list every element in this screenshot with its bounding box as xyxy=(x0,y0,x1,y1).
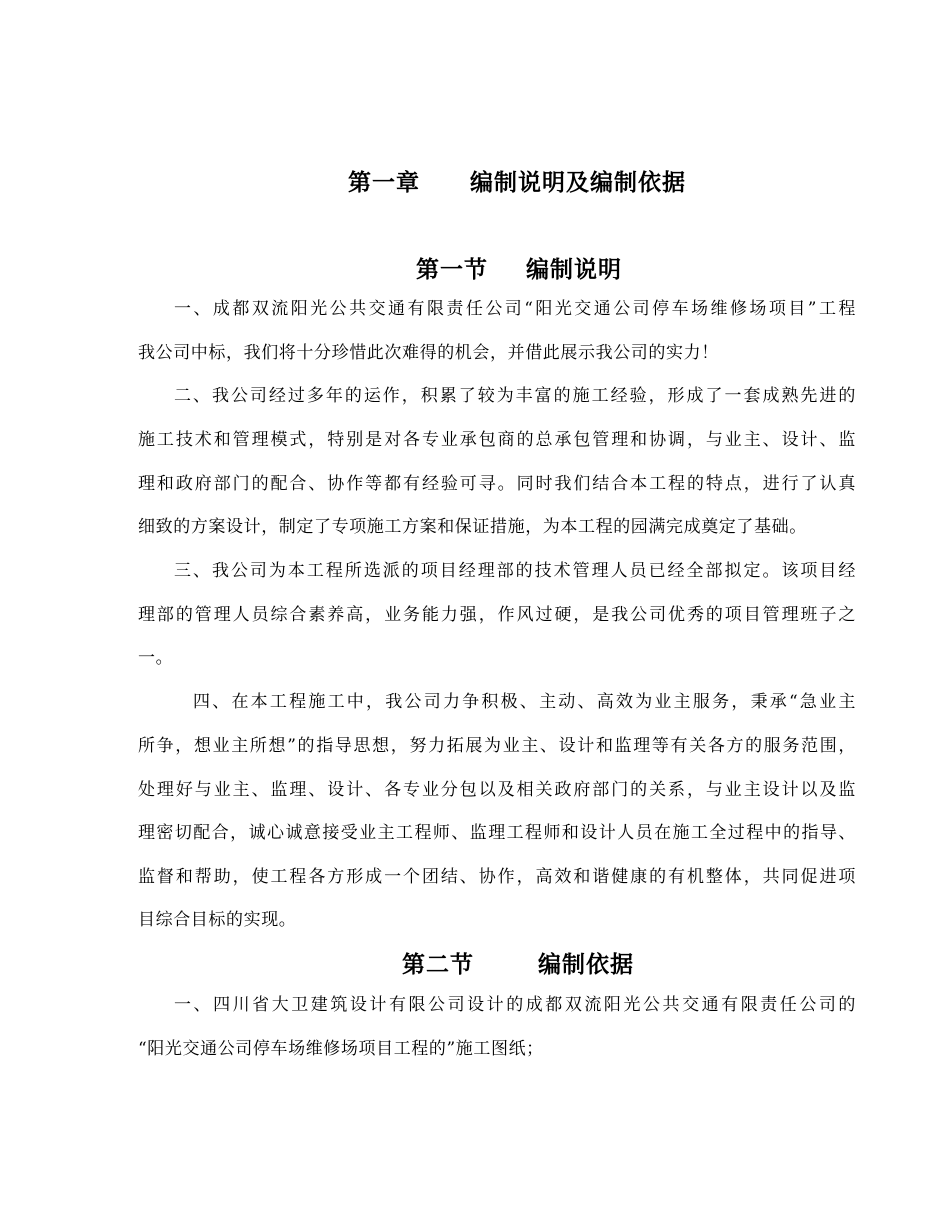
paragraph-line: 理密切配合，诚心诚意接受业主工程师、监理工程师和设计人员在施工全过程中的指导、 xyxy=(138,823,856,843)
chapter-heading xyxy=(348,164,686,197)
paragraph-line: 理和政府部门的配合、协作等都有经验可寻。同时我们结合本工程的特点，进行了认真 xyxy=(138,474,856,494)
section-heading xyxy=(416,251,622,284)
section-title: 编制说明 xyxy=(526,257,622,283)
paragraph-line: 三、我公司为本工程所选派的项目经理部的技术管理人员已经全部拟定。该项目经 xyxy=(174,561,856,581)
paragraph-line: 一。 xyxy=(138,648,174,668)
paragraph-line: 所争，想业主所想”的指导思想，努力拓展为业主、设计和监理等有关各方的服务范围， xyxy=(138,736,856,756)
paragraph-line: 理部的管理人员综合素养高，业务能力强，作风过硬，是我公司优秀的项目管理班子之 xyxy=(138,605,856,625)
section-number: 第一节 xyxy=(416,257,488,283)
paragraph-line: 二、我公司经过多年的运作，积累了较为丰富的施工经验，形成了一套成熟先进的 xyxy=(174,386,856,406)
chapter-title: 编制说明及编制依据 xyxy=(470,170,686,196)
section-title: 编制依据 xyxy=(538,952,634,978)
paragraph-line: 细致的方案设计，制定了专项施工方案和保证措施，为本工程的园满完成奠定了基础。 xyxy=(138,517,807,537)
paragraph-line: 我公司中标，我们将十分珍惜此次难得的机会，并借此展示我公司的实力！ xyxy=(138,343,719,363)
section-heading xyxy=(402,946,634,979)
paragraph-line: 处理好与业主、监理、设计、各专业分包以及相关政府部门的关系，与业主设计以及监 xyxy=(138,780,856,800)
paragraph-line: 一、成都双流阳光公共交通有限责任公司“阳光交通公司停车场维修场项目”工程 xyxy=(174,299,856,319)
paragraph-line: 施工技术和管理模式，特别是对各专业承包商的总承包管理和协调，与业主、设计、监 xyxy=(138,430,856,450)
paragraph-line: 一、四川省大卫建筑设计有限公司设计的成都双流阳光公共交通有限责任公司的 xyxy=(174,995,856,1015)
paragraph-line: 四、在本工程施工中，我公司力争积极、主动、高效为业主服务，秉承“急业主 xyxy=(193,692,856,712)
section-number: 第二节 xyxy=(402,952,474,978)
chapter-number: 第一章 xyxy=(348,170,420,196)
paragraph-line: 监督和帮助，使工程各方形成一个团结、协作，高效和谐健康的有机整体，共同促进项 xyxy=(138,867,856,887)
paragraph-line: 目综合目标的实现。 xyxy=(138,910,297,930)
paragraph-line: “阳光交通公司停车场维修场项目工程的”施工图纸； xyxy=(138,1039,544,1059)
